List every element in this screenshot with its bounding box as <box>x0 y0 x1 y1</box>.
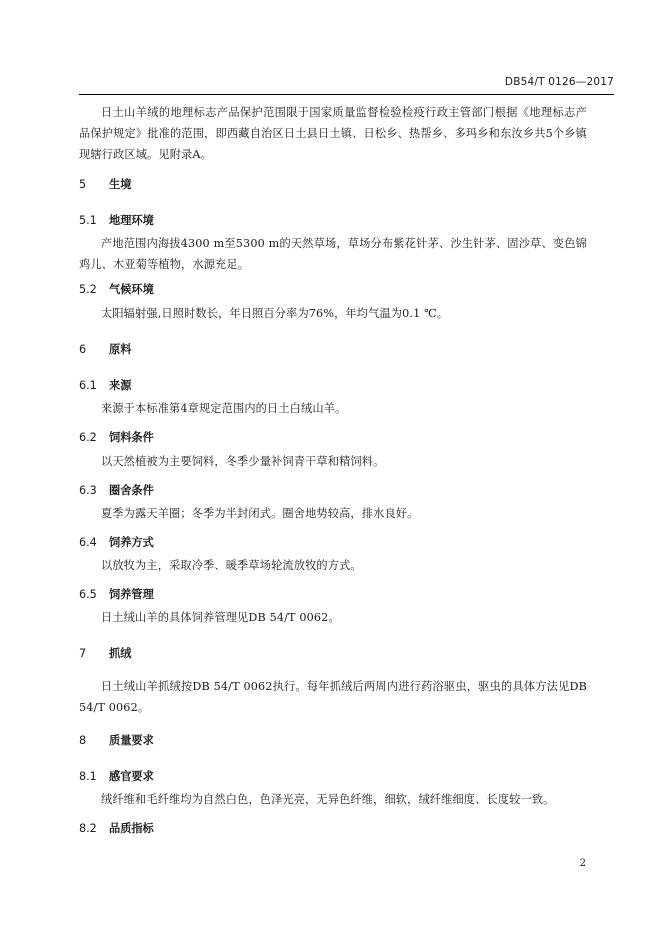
section-title: 生境 <box>109 178 132 191</box>
section-number: 8.1 <box>79 770 97 783</box>
section-number: 6.3 <box>79 484 97 497</box>
section-8-2-heading <box>79 820 154 836</box>
section-number: 5 <box>79 178 87 191</box>
section-title: 地理环境 <box>109 214 154 227</box>
section-title: 来源 <box>109 379 132 392</box>
section-6-heading <box>79 341 131 357</box>
section-6-4-text: 以放牧为主，采取冷季、暖季草场轮流放牧的方式。 <box>101 559 362 572</box>
section-8-1-text: 绒纤维和毛纤维均为自然白色，色泽光亮，无异色纤维，细软，绒纤维细度、长度较一致。 <box>101 793 555 806</box>
section-6-1-text: 来源于本标准第4章规定范围内的日土白绒山羊。 <box>101 402 347 415</box>
section-number: 8 <box>79 734 87 747</box>
section-title: 抓绒 <box>109 647 132 660</box>
section-7-text: 日土绒山羊抓绒按DB 54/T 0062执行。每年抓绒后两周内进行药浴驱虫，驱虫的具体方法见DB 54/T 0062。 <box>79 680 587 714</box>
section-number: 5.1 <box>79 214 97 227</box>
section-8-1-heading <box>79 768 154 784</box>
section-title: 圈舍条件 <box>109 484 154 497</box>
section-7-heading <box>79 645 131 661</box>
section-title: 品质指标 <box>109 822 154 835</box>
section-6-2-text: 以天然植被为主要饲料，冬季少量补饲青干草和精饲料。 <box>101 455 385 468</box>
section-6-4-heading <box>79 534 154 550</box>
section-5-1-text: 产地范围内海拔4300 m至5300 m的天然草场，草场分布紫花针茅、沙生针茅、固沙草、变色锦鸡儿、木亚菊等植物，水源充足。 <box>79 237 587 271</box>
page-number: 2 <box>579 858 586 869</box>
section-6-3-text: 夏季为露天羊圈；冬季为半封闭式。圈舍地势较高，排水良好。 <box>101 507 419 520</box>
section-6-2-heading <box>79 429 154 445</box>
section-number: 6.2 <box>79 431 97 444</box>
section-8-heading <box>79 732 154 748</box>
header-rule <box>79 94 614 95</box>
section-5-heading <box>79 176 131 192</box>
section-6-5-text: 日土绒山羊的具体饲养管理见DB 54/T 0062。 <box>101 611 340 624</box>
section-number: 6.1 <box>79 379 97 392</box>
section-6-5-heading <box>79 586 154 602</box>
section-title: 气候环境 <box>109 283 154 296</box>
section-number: 8.2 <box>79 822 97 835</box>
section-number: 5.2 <box>79 283 97 296</box>
section-number: 6.4 <box>79 536 97 549</box>
section-5-2-heading <box>79 281 154 297</box>
standard-code: DB54/T 0126—2017 <box>504 76 614 88</box>
section-title: 感官要求 <box>109 770 154 783</box>
section-number: 6.5 <box>79 588 97 601</box>
section-number: 6 <box>79 343 87 356</box>
section-5-1-heading <box>79 212 154 228</box>
section-title: 质量要求 <box>109 734 154 747</box>
section-5-2-text: 太阳辐射强,日照时数长，年日照百分率为76%，年均气温为0.1 ℃。 <box>101 307 449 320</box>
section-number: 7 <box>79 647 87 660</box>
section-title: 饲料条件 <box>109 431 154 444</box>
section-6-1-heading <box>79 377 131 393</box>
section-title: 饲养方式 <box>109 536 154 549</box>
section-title: 饲养管理 <box>109 588 154 601</box>
section-6-3-heading <box>79 482 154 498</box>
section-title: 原料 <box>109 343 132 356</box>
intro-paragraph: 日土山羊绒的地理标志产品保护范围限于国家质量监督检验检疫行政主管部门根据《地理标志产品保护规定》批准的范围，即西藏自治区日土县日土镇、日松乡、热帮乡、多玛乡和东汝乡共5个乡镇现辖行政区域。见附录A。 <box>79 106 587 161</box>
